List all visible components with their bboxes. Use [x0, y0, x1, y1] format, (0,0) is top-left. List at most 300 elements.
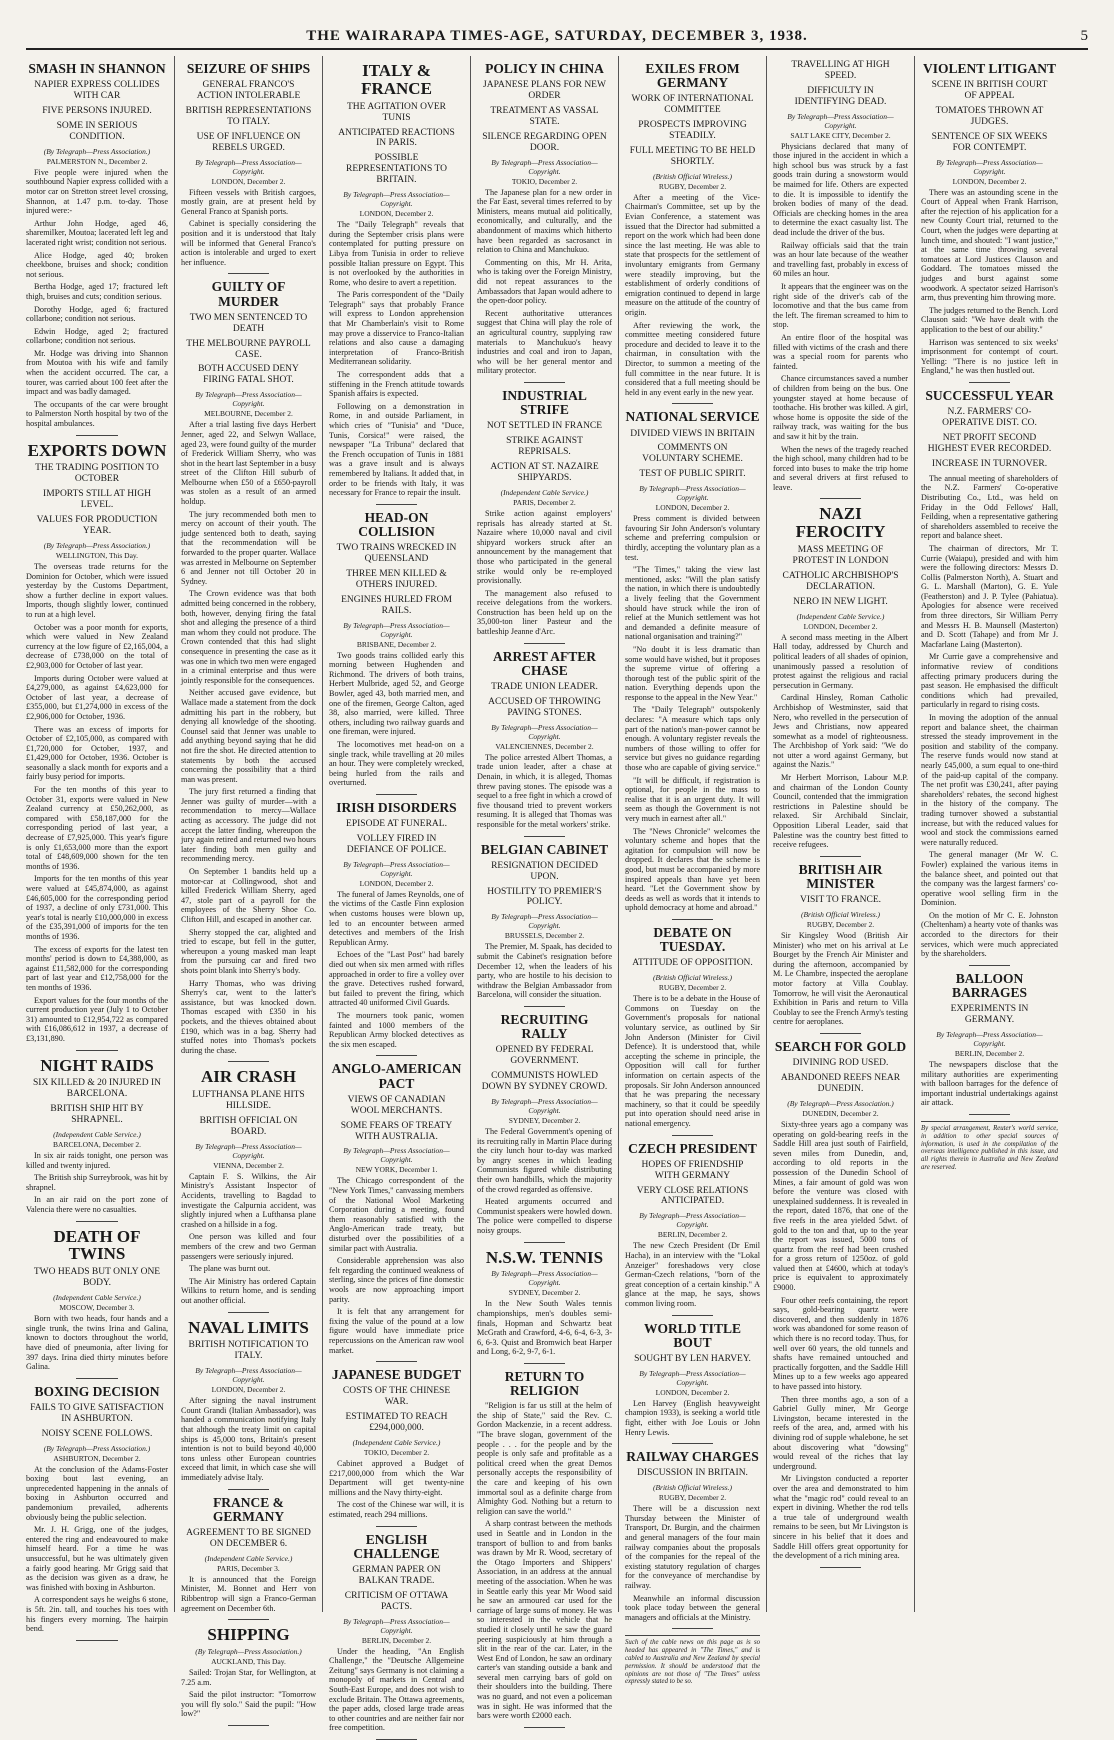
article-paragraph: Len Harvey (English heavyweight champion 1933), is seeking a world title fight, either with Joe Louis or John Henry Lewis. — [625, 1398, 760, 1437]
article-paragraph: Chance circumstances saved a number of children from being on the bus. One youngster stayed at home because of toothache. His brother was killed. A girl, whose home is opposite the side of the railway track, was waiting for the bus and saw it hit by the train. — [773, 374, 908, 441]
article — [477, 1013, 612, 1236]
article-subheading: ATTITUDE OF OPPOSITION. — [632, 958, 753, 969]
article-subheading: EPISODE AT FUNERAL. — [346, 819, 447, 830]
article — [181, 1626, 316, 1719]
article-subheading: OPENED BY FEDERAL GOVERNMENT. — [495, 1045, 594, 1067]
article-headline: GUILTY OF MURDER — [211, 279, 286, 309]
article-subheading: THE MELBOURNE PAYROLL CASE. — [186, 338, 311, 360]
article-subheading: VALUES FOR PRODUCTION YEAR. — [36, 515, 158, 537]
article — [329, 1062, 464, 1355]
article-paragraph: The management also refused to receive delegations from the workers. Construction has been held up on the 35,000-ton liner Pasteur and the battleship Jeanne d'Arc. — [477, 588, 612, 637]
article-divider — [76, 1221, 119, 1222]
article-dateline: LONDON, December 2. — [359, 209, 434, 219]
article-subheading: ABANDONED REEFS NEAR DUNEDIN. — [780, 1073, 901, 1095]
article-subheading: THREE MEN KILLED & OTHERS INJURED. — [346, 568, 447, 590]
article-headline: NIGHT RAIDS — [40, 1055, 154, 1075]
article-headline: ANGLO-AMERICAN PACT — [331, 1061, 462, 1091]
article — [181, 62, 316, 267]
article-paragraph: On the motion of Mr C. E. Johnston (Cheltenham) a hearty vote of thanks was accorded to the directors for their services, which were much appreciated by the shareholders. — [921, 910, 1058, 959]
article-headline: AIR CRASH — [201, 1067, 296, 1087]
article-subheading: THE AGITATION OVER TUNIS — [347, 101, 446, 123]
article-subheading: STRIKE AGAINST REPRISALS. — [506, 436, 583, 458]
article-subheading: NOT SETTLED IN FRANCE — [486, 421, 603, 432]
article-credit: By Telegraph—Press Association—Copyright. — [195, 390, 302, 409]
article-credit: By Telegraph—Press Association—Copyright. — [639, 1368, 746, 1387]
article-subheading: TOMATOES THROWN AT JUDGES. — [935, 106, 1044, 127]
article-paragraph: Edwin Hodge, aged 2; fractured collarbone; condition not serious. — [26, 326, 168, 346]
article-paragraph: There is to be a debate in the House of Commons on Tuesday on the Government's proposals for national voluntary service, as outlined by Sir John Anderson (Minister for Civil Defence). It is understood that, while accepting the scheme in principle, the Opposition will call for further information on certain aspects of the proposals. Sir John Anderson announced that he was preparing the necessary machinery, so that it could be speedily put into operation should need arise in national emergency. — [625, 994, 760, 1128]
article-dateline: RUGBY, December 2. — [806, 920, 875, 930]
article-divider — [376, 504, 417, 505]
article-dateline: BARCELONA, December 2. — [53, 1140, 141, 1150]
article-dateline: LONDON, December 2. — [803, 621, 878, 631]
article-divider — [524, 836, 565, 837]
article-paragraph: Imports during October were valued at £4,279,000, as against £4,623,000 for October of last year, a decrease of £355,000, but £1,274,000 in excess of the £2,906,000 for October, 1936. — [26, 673, 168, 721]
article-subheading: JAPANESE PLANS FOR NEW ORDER — [483, 80, 606, 102]
article-divider — [228, 273, 269, 274]
article-paragraph: Considerable apprehension was also felt regarding the continued weakness of sterling, since the prices of fine domestic wools are now approaching import parity. — [329, 1256, 464, 1304]
article-dateline: SALT LAKE CITY, December 2. — [790, 130, 891, 140]
article-headline: EXILES FROM GERMANY — [645, 61, 740, 91]
article-paragraph: On September 1 bandits held up a motor-car at Collingwood, shot and killed Frederick William Sherry, aged 47, stole part of a payroll for the employees of the Sherry Shoe Co. Clifton Hill, and escaped in another car. — [181, 867, 316, 925]
article — [921, 62, 1058, 376]
article — [625, 1322, 760, 1438]
article — [625, 62, 760, 397]
article-headline: WORLD TITLE BOUT — [644, 1320, 741, 1350]
article-paragraph: Two goods trains collided early this morning between Hughenden and Richmond. The drivers of both trains, Herbert Mulbride, aged 52, and George Bowler, aged 43, both married men, and one of the firemen, George Calton, aged 38, also married, were killed. Three others, including two railway guards and one fireman, were injured. — [329, 650, 464, 737]
article-headline: BRITISH AIR MINISTER — [798, 861, 883, 891]
article-paragraph: Arthur John Hodge, aged 46, sharemilker, Moutoa; lacerated left leg and lacerated right wrist; condition not serious. — [26, 218, 168, 247]
article — [329, 511, 464, 788]
article-subheading: RESIGNATION DECIDED UPON. — [491, 860, 598, 882]
article-subheading: DIVINING ROD USED. — [792, 1058, 889, 1069]
article-subheading: TWO MEN SENTENCED TO DEATH — [189, 312, 308, 334]
article-dateline: TOKIO, December 2. — [363, 1447, 430, 1457]
article-paragraph: The cost of the Chinese war will, it is estimated, reach 294 millions. — [329, 1500, 464, 1519]
article-subheading: TWO HEADS BUT ONLY ONE BODY. — [33, 1267, 161, 1289]
column-2 — [174, 56, 322, 1719]
article-subheading: BRITISH NOTIFICATION TO ITALY. — [188, 1340, 309, 1362]
article — [921, 972, 1058, 1108]
article-paragraph: "The Times," taking the view last mentioned, asks: "Will the plan satisfy the nation, in which there is undoubtedly a lively feeling that the Government should have struck while the iron of relief at the Munich settlement was hot and demanded a definite measure of national organisation and training?" — [625, 565, 760, 642]
article-paragraph: Sailed: Trojan Star, for Wellington, at 7.25 a.m. — [181, 1668, 316, 1687]
article-paragraph: After a meeting of the Vice-Chairman's Committee, set up by the Evian Conference, a statement was issued that the Director had submitted a report on the work which had been done since the last meeting. He was able to state that prospects for the settlement of involuntary emigrants from Germany were steadily improving, but the establishment of orderly conditions of emigration continued to depend in large measure on the attitude of the country of origin. — [625, 192, 760, 317]
article-headline: RECRUITING RALLY — [500, 1011, 589, 1042]
article-paragraph: The locomotives met head-on on a single track, while travelling at 20 miles an hour. They were completely wrecked, being hurled from the rails and overturned. — [329, 739, 464, 788]
article-subheading: COMMENTS ON VOLUNTARY SCHEME. — [642, 443, 743, 465]
article-divider — [76, 1640, 119, 1641]
article-paragraph: In six air raids tonight, one person was killed and twenty injured. — [26, 1151, 168, 1170]
article-subheading: ANTICIPATED REACTIONS IN PARIS. — [338, 127, 455, 149]
article-subheading: COSTS OF THE CHINESE WAR. — [342, 1386, 451, 1408]
article-dateline: BERLIN, December 2. — [954, 1049, 1025, 1059]
article-subheading: VOLLEY FIRED IN DEFIANCE OF POLICE. — [346, 834, 447, 855]
article-paragraph: Dorothy Hodge, aged 6; fractured collarbone; condition not serious. — [26, 304, 168, 324]
article-subheading: THE TRADING POSITION TO OCTOBER — [35, 463, 159, 485]
article-credit: By Telegraph—Press Association—Copyright. — [195, 1366, 302, 1385]
article-divider — [376, 1526, 417, 1527]
article-headline: BOXING DECISION — [34, 1383, 160, 1399]
article-credit: (British Official Wireless.) — [652, 171, 733, 181]
article — [26, 1385, 168, 1634]
article-paragraph: The police arrested Albert Thomas, a trade union leader, after a chase at Denain, in which, it is alleged, Thomas threw paving stones. The episode was a sequel to a free fight in which a crowd of five thousand tried to prevent workers resuming. It is alleged that Thomas was responsible for the metal workers' strike. — [477, 752, 612, 829]
article-paragraph: Mr Livingston conducted a reporter over the area and demonstrated to him what the "magic rod" could reveal to an expert in divining. Whether the rod tells a true tale of underground wealth remains to be seen, but Mr Livingston is sincere in his belief that it does and Saddle Hill offers great opportunity for the development of a rich mining area. — [773, 1474, 908, 1561]
article — [625, 1450, 760, 1622]
newspaper-title: THE WAIRARAPA TIMES-AGE, SATURDAY, DECEMBER 3, 1938. — [306, 28, 808, 44]
article-paragraph: One person was killed and four members of the crew and two German passengers were seriously injured. — [181, 1232, 316, 1261]
article-credit: By Telegraph—Press Association—Copyright. — [343, 1146, 450, 1165]
article-paragraph: Sir Kingsley Wood (British Air Minister) who met on his arrival at Le Bourget by the French Air Minister and during the afternoon, accompanied by M. Le Chambre, inspected the aeroplane motor factory at Villa Coublay. Tomorrow, he will visit the Aeronautical Exhibition in Paris and return to Villa Coublay to see the French Army's testing centre for aeroplanes. — [773, 931, 908, 1027]
article-headline: IRISH DISORDERS — [336, 799, 457, 815]
article-divider — [672, 1628, 713, 1629]
article-paragraph: Born with two heads, four hands and a single trunk, the twins Irina and Galina, known to doctors throughout the world, have died of pneumonia, after living for 397 days. Irina died thirty minutes before Galina. — [26, 1314, 168, 1372]
article-paragraph: The Air Ministry has ordered Captain Wilkins to return home, and is sending out another official. — [181, 1276, 316, 1305]
article-paragraph: Physicians declared that many of those injured in the accident in which a high school bus was struck by a fast goods train during a snowstorm would be maimed for life. Others are expected to die. It is impossible to identify the broken bodies of many of the dead. Officials are checking homes in the area to determine the exact casualty list. The dead include the driver of the bus. — [773, 141, 908, 238]
article-headline: EXPORTS DOWN — [27, 440, 167, 460]
article-headline: SEARCH FOR GOLD — [774, 1039, 907, 1055]
article-paragraph: The newspapers disclose that the military authorities are experimenting with balloon barrages for the defence of important industrial undertakings against air attack. — [921, 1060, 1058, 1108]
article-dateline: MELBOURNE, December 2. — [204, 409, 293, 419]
article-credit: By Telegraph—Press Association—Copyright. — [787, 111, 894, 130]
article-credit: By Telegraph—Press Association—Copyright. — [936, 1030, 1043, 1049]
article-subheading: EXPERIMENTS IN GERMANY. — [950, 1004, 1029, 1026]
article-subheading: USE OF INFLUENCE ON REBELS URGED. — [196, 131, 301, 153]
article-paragraph: Mr. Hodge was driving into Shannon from Moutoa with his wife and family when the accident occurred. The car, a tourer, was carried about 100 feet after the impact and was badly damaged. — [26, 348, 168, 397]
article-headline: N.S.W. TENNIS — [485, 1247, 604, 1267]
article-paragraph: The Crown evidence was that both admitted being concerned in the robbery, both, however, denying firing the fatal shot and alleging the presence of a third man whom they could not produce. The Crown contended that this had slight consequence in presenting the case as it was one in which two men were engaged in a criminal enterprise and thus were jointly responsible for the consequences. — [181, 589, 316, 685]
article-paragraph: Alice Hodge, aged 40; broken cheekbone, bruises and shock; condition not serious. — [26, 250, 168, 279]
article-credit: By Telegraph—Press Association—Copyright. — [491, 722, 598, 741]
masthead — [26, 28, 1088, 50]
article — [26, 62, 168, 429]
article-paragraph: It is announced that the Foreign Minister, M. Bonnet and Herr von Ribbentrop will sign a Franco-German agreement on December 6th. — [181, 1574, 316, 1613]
article-subheading: ACCUSED OF THROWING PAVING STONES. — [488, 696, 601, 718]
article-subheading: AGREEMENT TO BE SIGNED ON DECEMBER 6. — [186, 1527, 311, 1549]
article-paragraph: Under the heading, "An English Challenge," the "Deutsche Allgemeine Zeitung" says Germany is not claiming a monopoly of markets in Central and South-East Europe, and does not wish to exclude Britain. The Ottawa agreements, the paper adds, closed large trade areas to other countries and are neither fair nor free competition. — [329, 1646, 464, 1733]
article-credit: (British Official Wireless.) — [800, 910, 881, 920]
article — [181, 1496, 316, 1614]
article-dateline: BRISBANE, December 2. — [356, 639, 437, 649]
article-divider — [524, 1363, 565, 1364]
article — [477, 1370, 612, 1721]
article-headline: CZECH PRESIDENT — [628, 1140, 757, 1156]
article-paragraph: A sharp contrast between the methods used in Seattle and in London in the transport of bullion to and from banks was drawn by Mr R. Wood, secretary of the Otago Importers and Shippers' Association, in an address at the annual meeting of the association. When he was in Seattle early this year Mr Wood said he saw an armoured car used for the carriage of large sums of money. He was so interested in the vehicle that he studied it closely until he saw the guard peering suspiciously at him through a slit in the rear of the car. Later, in the West End of London, he saw an ordinary carter's van standing outside a bank and several men carrying bars of gold on their shoulders into the building. There was no guard, and not even a policeman was in sight. He was informed that the bars were worth £2000 each. — [477, 1519, 612, 1721]
article — [477, 650, 612, 830]
article-divider — [228, 1725, 269, 1726]
article — [625, 410, 760, 913]
article-paragraph: The jury first returned a finding that Jenner was guilty of murder—with a recommendation to mercy—Wallace acting as accessory. The judge did not accept the latter finding, whereupon the jury again retired and returned two hours later finding both men guilty and recommending mercy. — [181, 787, 316, 864]
article — [773, 863, 908, 1027]
article — [477, 62, 612, 376]
article-dateline: LONDON, December 2. — [211, 176, 286, 186]
article-credit: (Independent Cable Service.) — [204, 1553, 293, 1563]
article-headline: NAVAL LIMITS — [188, 1317, 309, 1337]
article-subheading: SOME FEARS OF TREATY WITH AUSTRALIA. — [340, 1120, 453, 1142]
article-paragraph: There was an excess of imports for October of £2,105,000, as compared with £1,720,000 for October, 1937, and £1,429,000 for October, 1936. October is seasonally a slack month for exports and a fairly busy period for imports. — [26, 724, 168, 782]
article-credit: By Telegraph—Press Association—Copyright. — [195, 1141, 302, 1160]
article-credit: (By Telegraph—Press Association.) — [43, 541, 151, 550]
article-subheading: DIFFICULTY IN IDENTIFYING DEAD. — [794, 85, 887, 107]
article-divider — [228, 1619, 269, 1620]
article — [921, 389, 1058, 959]
article-paragraph: There will be a discussion next Thursday between the Minister of Transport, Dr. Burgin, and the chairmen and general managers of the four main railway companies about the proposals of the companies for the repeal of the existing statutory regulation of charges for the conveyance of merchandise by railway. — [625, 1504, 760, 1591]
article-headline: NATIONAL SERVICE — [625, 409, 760, 425]
article-divider — [228, 1312, 269, 1313]
article-paragraph: The "News Chronicle" welcomes the voluntary scheme and hopes that the agitation for compulsion will now be dropped. It declares that the scheme is good, but must be accompanied by more inspired appeals than have yet been heard. "Let the Government show by deeds as well as words that it intends to uphold democracy at home and abroad." — [625, 826, 760, 913]
article-paragraph: Cardinal Hinsley, Roman Catholic Archbishop of Westminster, said that Nero, who revelled in the persecution of Jews and Christians, now appeared somewhat as a model of righteousness. The Archbishop of York said: "We do not utter a word against Germany, but against the Nazis." — [773, 693, 908, 770]
article-paragraph: Said the pilot instructor: "Tomorrow you will fly solo." Said the pupil: "How low?" — [181, 1690, 316, 1719]
article — [773, 505, 908, 849]
article-dateline: RUGBY, December 2. — [658, 181, 727, 191]
article-credit: By Telegraph—Press Association—Copyright. — [343, 620, 450, 639]
article — [181, 1068, 316, 1305]
article-dateline: LONDON, December 2. — [359, 878, 434, 888]
article-paragraph: The British ship Surreybrook, was hit by shrapnel. — [26, 1173, 168, 1192]
article — [625, 926, 760, 1129]
article-headline: SHIPPING — [207, 1625, 290, 1645]
article-paragraph: In moving the adoption of the annual report and balance sheet, the chairman stressed the steady improvement in the position and stability of the company. The reserve funds would now stand at nearly £45,000, a sum equal to one-third of the paid-up capital of the company. The net profit was £30,241, after paying shareholders' rebates, the second highest in the history of the company. The trading turnover showed a substantial increase, but with the reduced values for wool and stock the commissions earned were naturally reduced. — [921, 713, 1058, 847]
article-paragraph: Captain F. S. Wilkins, the Air Ministry's Assistant Inspector of Accidents, travelling to Bagdad to investigate the Calpurnia accident, was slightly injured when a Lufthansa plane crashed on a hillside in a fog. — [181, 1171, 316, 1229]
article-paragraph: Strike action against employers' reprisals has already started at St. Nazaire where 10,000 naval and civil shipyard workers struck after an announcement by the management that those who participated in the general strike would only be re-employed provisionally. — [477, 508, 612, 586]
article — [26, 442, 168, 1044]
article-subheading: HOSTILITY TO PREMIER'S POLICY. — [487, 886, 602, 908]
article-subheading: NERO IN NEW LIGHT. — [793, 596, 888, 607]
article-credit: By Telegraph—Press Association—Copyright. — [491, 157, 598, 176]
article-paragraph: A correspondent says he weighs 6 stone, is 5ft. 2in. tall, and touches his toes with his fingers every morning. The hairpin bend. — [26, 1595, 168, 1634]
article-dateline: VIENNA, December 2. — [213, 1160, 284, 1170]
article-paragraph: The judges returned to the Bench. Lord Clauson said: "We have dealt with the application to the best of our ability." — [921, 305, 1058, 335]
article-paragraph: Mr. J. H. Grigg, one of the judges, entered the ring and endeavoured to make himself heard. For a time he was unsuccessful, but he was ultimately given a fairly good hearing. Mr Grigg said that as the decision was given as a draw, he was finished with boxing in Ashburton. — [26, 1525, 168, 1592]
article-dateline: PARIS, December 2. — [513, 497, 576, 507]
article — [625, 1142, 760, 1309]
article-paragraph: The funeral of James Reynolds, one of the victims of the Castle Finn explosion when customs houses were blown up, led to an encounter between armed detectives and members of the Irish Republican Army. — [329, 889, 464, 947]
article-dateline: LONDON, December 2. — [211, 1385, 286, 1395]
article-dateline: TOKIO, December 2. — [511, 176, 578, 186]
article-dateline: LONDON, December 2. — [952, 176, 1027, 186]
article-divider — [969, 965, 1010, 966]
article-divider — [672, 403, 713, 404]
article-divider — [820, 856, 861, 857]
article-subheading: GERMAN PAPER ON BALKAN TRADE. — [352, 1564, 441, 1586]
article — [773, 60, 908, 492]
article-subheading: PROSPECTS IMPROVING STEADILY. — [638, 120, 747, 142]
article-subheading: BRITISH REPRESENTATIONS TO ITALY. — [185, 106, 312, 127]
article-credit: (Independent Cable Service.) — [53, 1130, 141, 1140]
article-headline: RETURN TO RELIGION — [504, 1368, 585, 1399]
article-paragraph: The annual meeting of shareholders of the N.Z. Farmers' Co-operative Distributing Co., Ltd., was held on Friday in the Odd Fellows' Hall, Feilding, when a representative gathering of shareholders assembled to receive the report and balance sheet. — [921, 473, 1058, 541]
article-credit: (By Telegraph—Press Association.) — [43, 1443, 151, 1453]
article — [477, 389, 612, 637]
article-paragraph: After signing the naval instrument Count Grandi (Italian Ambassador), was handed a communication notifying Italy that although the treaty limit on capital ships is 45,000 tons, Britain's present intention is not to build beyond 40,000 tons unless other European countries exceed that limit, in which case she will immediately advise Italy. — [181, 1396, 316, 1483]
column-3 — [322, 56, 470, 1733]
article-dateline: BRUSSELS, December 2. — [504, 931, 585, 941]
article-subheading: ACTION AT ST. NAZAIRE SHIPYARDS. — [490, 462, 599, 484]
article — [773, 1040, 908, 1561]
article-divider — [969, 1114, 1010, 1115]
article-paragraph: The "Daily Telegraph" reveals that during the September crisis plans were contemplated for putting pressure on Libya from Tunisia in order to relieve possible Italian pressure on Egypt. This is not overlooked by the authorities in Rome, who desire to avert a repetition. — [329, 220, 464, 287]
article-paragraph: Four other reefs containing, the report says, gold-bearing quartz were discovered, and then suddenly in 1876 work was abandoned for some reason of which there is no record today. Thus, for well over 60 years, the old tunnels and shafts have remained untouched and practically forgotten, and the Saddle Hill Mines up to a few weeks ago appeared to have passed into history. — [773, 1295, 908, 1391]
article-divider — [524, 643, 565, 644]
article-dateline: LONDON, December 2. — [655, 1387, 730, 1397]
article-headline: HEAD-ON COLLISION — [358, 509, 435, 539]
article-credit: (By Telegraph—Press Association.) — [787, 1098, 894, 1108]
article-paragraph: After a trial lasting five days Herbert Jenner, aged 22, and Selwyn Wallace, aged 23, were found guilty of the murder of Frederick William Sherry, who was shot in the heart last September in a busy street of the Clifton Hill suburb of Melbourne when £50 of a £650-payroll was stolen as a result of an armed holdup. — [181, 420, 316, 507]
article-paragraph: It appears that the engineer was on the right side of the driver's cab of the locomotive and that the bus came from the left. The fireman screamed to him to stop. — [773, 282, 908, 330]
page-number: 5 — [1080, 28, 1088, 44]
article-paragraph: There was an astounding scene in the Court of Appeal when Frank Harrison, after the rejection of his application for a new County Court trial, returned to the Court, when the judges were departing at lunch time, and shouted: "I want justice," at the same time throwing several tomatoes at Lord Justices Clauson and Goddard. The tomatoes missed the judges and burst against some woodwork. A spectator seized Harrison's arm, thus preventing him throwing more. — [921, 187, 1058, 303]
article-credit: By Telegraph—Press Association—Copyright. — [343, 859, 450, 878]
article-subheading: LUFTHANSA PLANE HITS HILLSIDE. — [192, 1090, 305, 1112]
article-dateline: SYDNEY, December 2. — [508, 1288, 581, 1298]
article — [329, 1368, 464, 1519]
article-subheading: ENGINES HURLED FROM RAILS. — [341, 594, 452, 616]
article-paragraph: Then three months ago, a son of a Gabriel Gully miner, Mr George Livingston, became interested in the reefs of the area, and, armed with his divining rod of supple whalebone, he set about discovering what "dowsing" would reveal of the riches that lay underground. — [773, 1394, 908, 1471]
article-paragraph: At the conclusion of the Adams-Foster boxing bout last evening, an unprecedented happening in the annals of boxing in Ashburton occurred and pandemonium prevailed, adherents obviously being the public selection. — [26, 1464, 168, 1522]
article-paragraph: In the New South Wales tennis championships, men's doubles semi-finals, Hopman and Schwartz beat McGrath and Crawford, 4-6, 6-4, 6-3, 3-6, 6-3. Quist and Bromwich beat Harper and Long, 6-2, 9-7, 6-1. — [477, 1299, 612, 1357]
article-subheading: NAPIER EXPRESS COLLIDES WITH CAR — [34, 80, 160, 102]
article-headline: SMASH IN SHANNON — [28, 61, 166, 76]
article-subheading: ESTIMATED TO REACH £294,000,000. — [345, 1412, 448, 1434]
article-subheading: NET PROFIT SECOND HIGHEST EVER RECORDED. — [927, 433, 1052, 454]
article-divider — [228, 1489, 269, 1490]
article-paragraph: Five people were injured when the southbound Napier express collided with a motor car on Stretton street level crossing, Shannon, at 1.47 p.m. to-day. Those injured were:- — [26, 167, 168, 216]
article-divider — [76, 1050, 119, 1051]
article-paragraph: Harry Thomas, who was driving Sherry's car, went to the latter's assistance, but was knocked down. Thomas escaped with £350 in his pockets, and the thieves obtained about £190, which was in a bag. Sherry had stuffed notes into Thomas's pockets during the chase. — [181, 978, 316, 1055]
article-paragraph: The Japanese plan for a new order in the Far East, several times referred to by Ministers, means mutual aid politically, economically, and culturally, and the abandonment of maxims which hitherto have been regarded as sacrosanct in relation to China and Manchukuo. — [477, 187, 612, 255]
article-paragraph: Neither accused gave evidence, but Wallace made a statement from the dock admitting his part in the robbery, but denying all knowledge of the shooting. Counsel said that Jenner was unable to add anything beyond saying that he did not fire the shot. He directed attention to statements by both the accused concerning the possibility that a third man was present. — [181, 688, 316, 784]
article-paragraph: When the news of the tragedy reached the high school, many children had to be forced into buses to make the trip home and several drivers at first refused to leave. — [773, 444, 908, 492]
article-credit: (By Telegraph—Press Association.) — [43, 146, 151, 156]
article — [329, 1533, 464, 1733]
article-paragraph: "It will be difficult, if registration is optional, for people in the mass to realise that it is an urgent duty. It will seem as though the Government is not very much in earnest after all." — [625, 775, 760, 824]
article-credit: (Independent Cable Service.) — [500, 487, 589, 497]
column-6 — [766, 56, 914, 1612]
article-divider — [228, 1061, 269, 1062]
article-paragraph: Railway officials said that the train was an hour late because of the weather and travelling fast, probably in excess of 60 miles an hour. — [773, 240, 908, 279]
article-headline: BELGIAN CABINET — [480, 841, 609, 857]
article-paragraph: A second mass meeting in the Albert Hall today, addressed by Church and political leaders of all shades of opinion, unanimously passed a resolution of protest against the religious and racial persecution in Germany. — [773, 632, 908, 690]
article — [477, 1249, 612, 1357]
article-credit: By Telegraph—Press Association—Copyright. — [343, 1616, 450, 1635]
article-dateline: MOSCOW, December 3. — [59, 1303, 135, 1313]
article-dateline: AUCKLAND, This Day. — [211, 1657, 286, 1667]
column-7 — [914, 56, 1064, 1612]
article-subheading: VIEWS OF CANADIAN WOOL MERCHANTS. — [347, 1094, 446, 1116]
article-headline: ARREST AFTER CHASE — [493, 648, 596, 678]
article-divider — [820, 1033, 861, 1034]
article-paragraph: The excess of exports for the latest ten months' period is down to £4,388,000, as against £11,582,000 for the corresponding part of last year and £12,758,000 for the ten months of 1936. — [26, 944, 168, 992]
article-paragraph: The overseas trade returns for the Dominion for October, which were issued yesterday by the Customs Department, show a further decline in export values. Imports, though slightly lower, continued to run at a high level. — [26, 562, 168, 619]
article-subheading: FULL MEETING TO BE HELD SHORTLY. — [629, 146, 756, 167]
article-dateline: LONDON, December 2. — [655, 503, 730, 513]
article-dateline: NEW YORK, December 1. — [355, 1165, 438, 1175]
article-paragraph: October was a poor month for exports, which were valued in New Zealand currency at the low figure of £2,165,004, a decrease of £738,000 on the total of £2,903,000 for October of last year. — [26, 622, 168, 670]
article-headline: ENGLISH CHALLENGE — [353, 1531, 440, 1561]
article-subheading: VERY CLOSE RELATIONS ANTICIPATED. — [636, 1185, 749, 1207]
article-subheading: TREATMENT AS VASSAL STATE. — [490, 106, 599, 127]
article-divider — [969, 382, 1010, 383]
article-paragraph: Export values for the four months of the current production year (July 1 to October 31) amounted to £12,954,722 as compared with £16,086,612 in 1937, a decrease of £3,131,890. — [26, 995, 168, 1043]
article-dateline: BERLIN, December 2. — [361, 1635, 432, 1645]
article-subheading: BOTH ACCUSED DENY FIRING FATAL SHOT. — [198, 364, 299, 386]
article-paragraph: Cabinet approved a Budget of £217,000,000 from which the War Department will get twenty-nine millions and the Navy thirty-eight. — [329, 1458, 464, 1497]
article-paragraph: The plane was burnt out. — [189, 1264, 271, 1274]
article-subheading: N.Z. FARMERS' CO-OPERATIVE DIST. CO. — [942, 407, 1037, 429]
article-paragraph: Mr Currie gave a comprehensive and informative review of conditions affecting primary producers during the past season. He emphasised the difficult conditions which had prevailed, particularly in regard to rising costs. — [921, 652, 1058, 710]
article-subheading: TEST OF PUBLIC SPIRIT. — [639, 469, 746, 480]
article-divider — [524, 1006, 565, 1007]
article-subheading: SIX KILLED & 20 INJURED IN BARCELONA. — [33, 1078, 161, 1100]
column-1 — [26, 56, 174, 1634]
columns-container — [26, 56, 1092, 1733]
article-headline: POLICY IN CHINA — [485, 61, 604, 76]
article-headline: BALLOON BARRAGES — [951, 970, 1027, 1001]
article-subheading: INCREASE IN TURNOVER. — [931, 458, 1048, 469]
article-credit: By Telegraph—Press Association—Copyright. — [936, 157, 1043, 176]
article-paragraph: It is felt that any arrangement for fixing the value of the pound at a low figure would have immediate price repercussions on the American raw wool market. — [329, 1307, 464, 1355]
article-subheading: FAILS TO GIVE SATISFACTION IN ASHBURTON. — [30, 1402, 164, 1424]
article-dateline: VALENCIENNES, December 2. — [495, 741, 594, 751]
article-credit: By Telegraph—Press Association—Copyright. — [639, 484, 746, 503]
article-credit: By Telegraph—Press Association—Copyright. — [491, 1269, 598, 1288]
article-paragraph: The chairman of directors, Mr T. Currie (Waiapu), presided and with him were the following directors: Messrs D. Collis (Palmerston North), A. Stuart and G. L. Marshall (Marton), G. E. Yule (Featherston) and J. P. Tylee (Pahiatua). Apologies for absence were received from three directors, Sir William Perry and Messrs H. B. Maunsell (Masterton) and D. Scott (Tahape) and from Mr J. Macfarlane Laing (Masterton). — [921, 543, 1058, 649]
article-headline: FRANCE & GERMANY — [212, 1494, 285, 1524]
article — [181, 280, 316, 1055]
article-subheading: POSSIBLE REPRESENTATIONS TO BRITAIN. — [345, 153, 448, 186]
article-paragraph: The Premier, M. Spaak, has decided to submit the Cabinet's resignation before December 12, when the leaders of his party, who are hostile to his decision to withdraw the Belgian Ambassador from Barcelona, will consider the situation. — [477, 942, 612, 1000]
article-paragraph: "Religion is far us still at the helm of the ship of State," said the Rev. C. Gordon Mackenzie, in a recent address. "The brave slogan, government of the people . . . for the people and by the people is only safe and profitable as a political creed when the great Demos personally accepts the responsibility of the care and keeping of his own immortal soul as a definite charge from Almighty God. Nothing but a return to religion can save the world." — [477, 1401, 612, 1516]
article-subheading: SILENCE REGARDING OPEN DOOR. — [482, 131, 607, 153]
article-divider — [524, 382, 565, 383]
article-paragraph: Bertha Hodge, aged 17; fractured left thigh, bruises and cuts; condition serious. — [26, 282, 168, 301]
article-subheading: TRAVELLING AT HIGH SPEED. — [791, 60, 890, 81]
article-headline: SUCCESSFUL YEAR — [925, 387, 1054, 403]
article-credit: (By Telegraph—Press Association.) — [195, 1647, 302, 1657]
article-divider — [672, 1443, 713, 1444]
article-subheading: NOISY SCENE FOLLOWS. — [41, 1428, 153, 1439]
article-paragraph: In an air raid on the port zone of Valencia there were no casualties. — [26, 1195, 168, 1214]
article-paragraph: Heated arguments occurred and Communist speakers were howled down. The police were compelled to disperse noisy groups. — [477, 1197, 612, 1235]
article-paragraph: Mr Herbert Morrison, Labour M.P. and chairman of the London County Council, contended that the immigration restrictions in Palestine should be relaxed. Sir Archibald Sinclair, Opposition Liberal Leader, said that Palestine was the country best fitted to receive refugees. — [773, 773, 908, 850]
article-subheading: SOUGHT BY LEN HARVEY. — [634, 1353, 751, 1364]
article-dateline: BERLIN, December 2. — [657, 1230, 728, 1240]
article-paragraph: The Federal Government's opening of its recruiting rally in Martin Place during the city lunch hour to-day was marked by angry scenes in which leading Communists figured while distributing their own handbills, which the majority of the crowd regarded as offensive. — [477, 1126, 612, 1194]
article-headline: DEBATE ON TUESDAY. — [653, 924, 732, 955]
article-subheading: SENTENCE OF SIX WEEKS FOR CONTEMPT. — [931, 131, 1048, 153]
article-divider — [672, 1135, 713, 1136]
article-subheading: COMMUNISTS HOWLED DOWN BY SYDNEY CROWD. — [481, 1071, 608, 1093]
article-divider — [376, 1361, 417, 1362]
article-divider — [376, 1055, 417, 1056]
article-headline: ITALY & FRANCE — [361, 61, 432, 98]
article-subheading: FIVE PERSONS INJURED. — [42, 106, 152, 117]
article-subheading: WORK OF INTERNATIONAL COMMITTEE — [631, 94, 754, 116]
article-paragraph: For the ten months of this year to October 31, exports were valued in New Zealand currency at £50,262,000, as compared with £58,187,000 for the corresponding period of last year, a decrease of £7,925,000. This year's figure is only £1,653,000 more than the export total of £48,609,000 shown for the ten months of 1936. — [26, 785, 168, 871]
article-subheading: VISIT TO FRANCE. — [799, 895, 882, 906]
article-paragraph: The Paris correspondent of the "Daily Telegraph" says that probably France will express to London apprehension that Mr Chamberlain's visit to Rome may prove a disservice to Franco-Italian relations and also cause a damaging interpretation of Franco-British Mediterranean solidarity. — [329, 290, 464, 367]
article-divider — [76, 435, 119, 436]
article-credit: (Independent Cable Service.) — [796, 611, 885, 621]
column-footnote: By special arrangement, Reuter's world service, in addition to other special sources of information, is used in the compilation of the overseas intelligence published in this issue, and all rights therein in Australia and New Zealand are reserved. — [921, 1121, 1058, 1172]
article-subheading: HOPES OF FRIENDSHIP WITH GERMANY — [641, 1159, 744, 1181]
article-subheading: BRITISH OFFICIAL ON BOARD. — [199, 1116, 298, 1137]
article-divider — [524, 1727, 565, 1728]
article-paragraph: Press comment is divided between favouring Sir John Anderson's voluntary scheme and preferring compulsion or thirdly, accepting the voluntary plan as a test. — [625, 514, 760, 562]
article-paragraph: The general manager (Mr W. C. Fowler) explained the various items in the balance sheet, and pointed out that the company was the largest farmers' co-operative wool selling firm in the Dominion. — [921, 850, 1058, 908]
article-credit: By Telegraph—Press Association—Copyright. — [639, 1211, 746, 1230]
article-divider — [376, 794, 417, 795]
article-dateline: DUNEDIN, December 2. — [802, 1108, 879, 1118]
